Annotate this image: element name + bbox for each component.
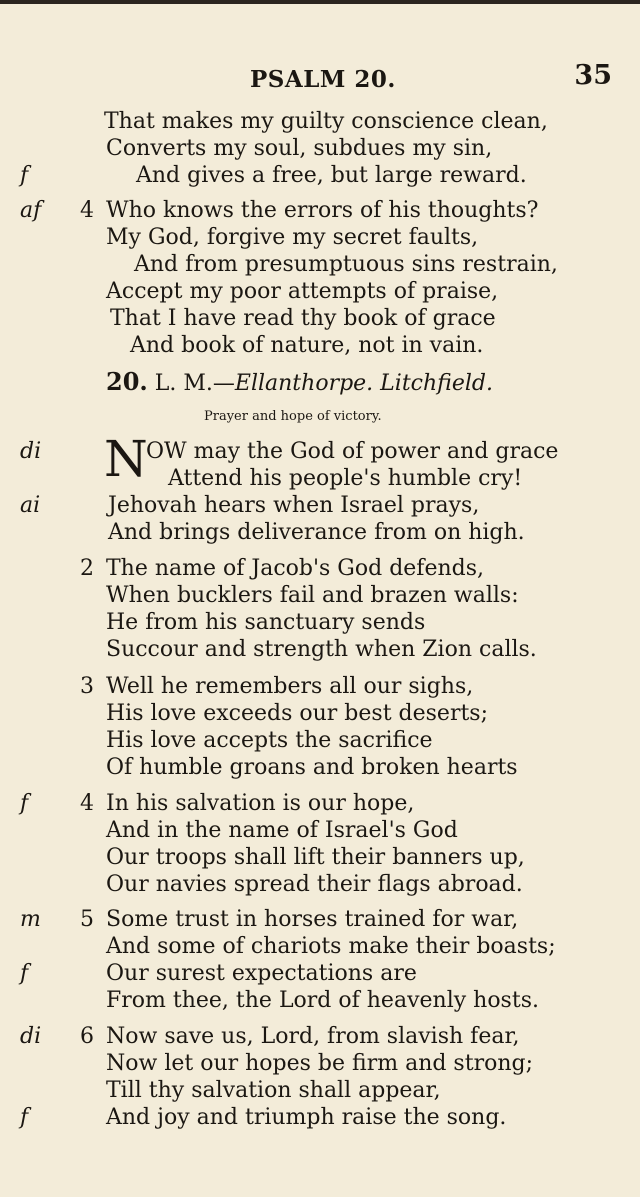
verse-text: Attend his people's humble cry!: [168, 466, 523, 491]
verse-text: In his salvation is our hope,: [106, 791, 415, 816]
verse-text: And book of nature, not in vain.: [130, 333, 484, 358]
verse-line: [0, 933, 640, 960]
verse-text: Converts my soul, subdues my sin,: [106, 136, 493, 161]
verse-text: His love exceeds our best deserts;: [106, 701, 489, 726]
verse-text: When bucklers fail and brazen walls:: [106, 583, 519, 608]
verse-text: And from presumptuous sins restrain,: [134, 252, 558, 277]
verse-line: [0, 1023, 640, 1050]
verse-text: Succour and strength when Zion calls.: [106, 637, 537, 662]
verse-line: [0, 871, 640, 898]
verse-line: [0, 162, 640, 189]
verse-text: And in the name of Israel's God: [106, 818, 458, 843]
stanza-number: 2: [80, 556, 94, 581]
verse-text: Well he remembers all our sighs,: [106, 674, 474, 699]
verse-line: [0, 332, 640, 359]
verse-line: [0, 673, 640, 700]
verse-line: [0, 465, 640, 492]
dynamic-mark: di: [20, 439, 42, 464]
verse-text: Accept my poor attempts of praise,: [106, 279, 499, 304]
verse-text: Our navies spread their flags abroad.: [106, 872, 523, 897]
dynamic-mark: di: [20, 1024, 42, 1049]
verse-line: [0, 305, 640, 332]
hymn-heading: [106, 367, 493, 396]
verse-line: [0, 987, 640, 1014]
verse-text: Some trust in horses trained for war,: [106, 907, 519, 932]
verse-line: [0, 636, 640, 663]
verse-line: [0, 108, 640, 135]
drop-cap: N: [104, 430, 148, 488]
verse-line: [0, 224, 640, 251]
dynamic-mark: af: [20, 198, 42, 223]
verse-line: [0, 492, 640, 519]
running-title: PSALM 20.: [250, 66, 396, 93]
verse-text: Who knows the errors of his thoughts?: [106, 198, 539, 223]
verse-line: [0, 251, 640, 278]
hymn-meter: L. M.—: [154, 371, 235, 396]
stanza-number: 5: [80, 907, 94, 932]
verse-line: [0, 135, 640, 162]
stanza-number: 4: [80, 791, 94, 816]
page-number: 35: [574, 60, 612, 91]
verse-line: [0, 700, 640, 727]
verse-line: [0, 960, 640, 987]
dynamic-mark: f: [20, 1105, 29, 1130]
verse-text: And gives a free, but large reward.: [136, 163, 527, 188]
verse-line: [0, 844, 640, 871]
verse-line: [0, 555, 640, 582]
verse-text: He from his sanctuary sends: [106, 610, 426, 635]
verse-text: OW may the God of power and grace: [146, 439, 559, 464]
verse-text: Now let our hopes be firm and strong;: [106, 1051, 533, 1076]
verse-line: [0, 197, 640, 224]
verse-line: [0, 519, 640, 546]
verse-text: His love accepts the sacrifice: [106, 728, 433, 753]
dynamic-mark: f: [20, 961, 29, 986]
verse-text: And some of chariots make their boasts;: [106, 934, 556, 959]
hymn-subtitle: Prayer and hope of victory.: [204, 409, 382, 424]
verse-line: [0, 609, 640, 636]
stanza-number: 4: [80, 198, 94, 223]
verse-line: [0, 438, 640, 465]
verse-text: That makes my guilty conscience clean,: [104, 109, 548, 134]
verse-text: Our troops shall lift their banners up,: [106, 845, 525, 870]
dynamic-mark: f: [20, 791, 29, 816]
verse-text: Till thy salvation shall appear,: [106, 1078, 441, 1103]
verse-line: [0, 727, 640, 754]
verse-line: [0, 754, 640, 781]
stanza-number: 6: [80, 1024, 94, 1049]
page-header: [0, 60, 640, 96]
verse-line: [0, 278, 640, 305]
verse-line: [0, 817, 640, 844]
verse-text: And joy and triumph raise the song.: [106, 1105, 507, 1130]
dynamic-mark: ai: [20, 493, 41, 518]
verse-line: [0, 1050, 640, 1077]
verse-text: And brings deliverance from on high.: [108, 520, 525, 545]
hymn-number: 20.: [106, 367, 148, 396]
verse-line: [0, 906, 640, 933]
verse-text: Of humble groans and broken hearts: [106, 755, 518, 780]
verse-line: [0, 1077, 640, 1104]
dynamic-mark: f: [20, 163, 29, 188]
verse-text: From thee, the Lord of heavenly hosts.: [106, 988, 539, 1013]
verse-text: Jehovah hears when Israel prays,: [108, 493, 480, 518]
verse-text: That I have read thy book of grace: [110, 306, 496, 331]
verse-text: My God, forgive my secret faults,: [106, 225, 479, 250]
dynamic-mark: m: [20, 907, 41, 932]
top-rule: [0, 0, 640, 4]
stanza-number: 3: [80, 674, 94, 699]
verse-text: Our surest expectations are: [106, 961, 417, 986]
verse-text: Now save us, Lord, from slavish fear,: [106, 1024, 520, 1049]
verse-text: The name of Jacob's God defends,: [106, 556, 485, 581]
verse-line: [0, 1104, 640, 1131]
verse-line: [0, 582, 640, 609]
verse-line: [0, 790, 640, 817]
hymn-tunes: Ellanthorpe. Litchfield.: [234, 371, 493, 396]
